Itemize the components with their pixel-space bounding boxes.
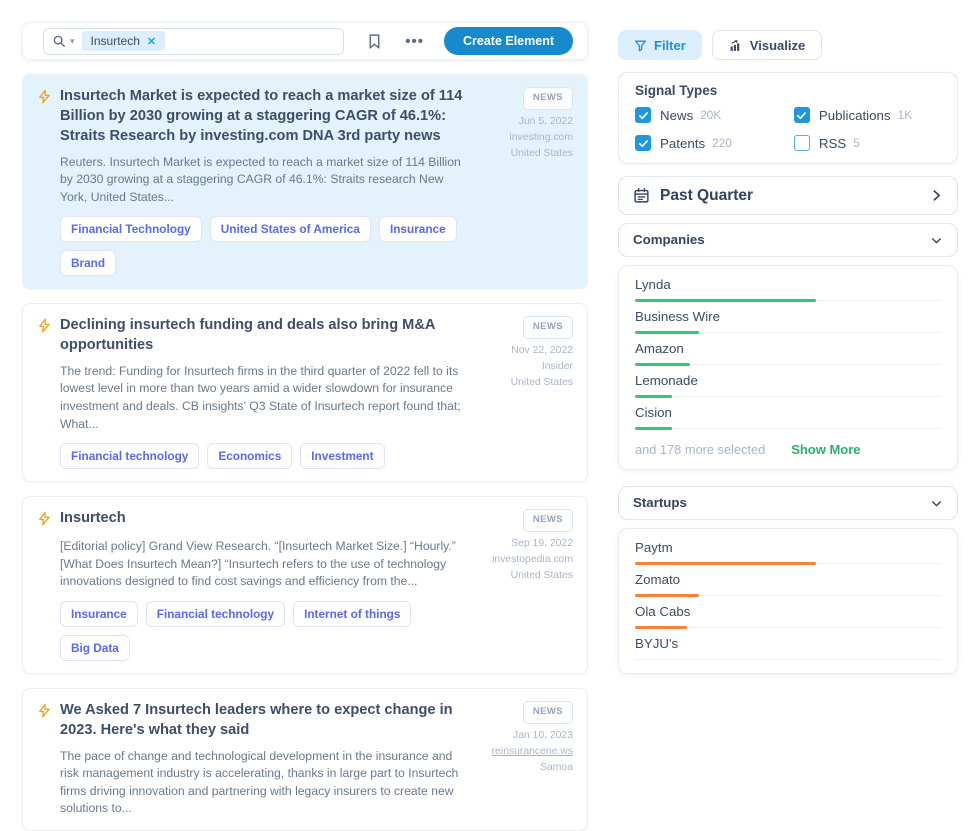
result-card[interactable] xyxy=(22,688,588,831)
result-meta xyxy=(479,509,573,661)
signal-type-count: 1K xyxy=(897,108,913,122)
topic-tag[interactable]: Financial technology xyxy=(146,601,285,627)
result-snippet: Reuters. Insurtech Market is expected to reach a market size of 114 Billion by 2030 growing at a staggering CAGR of 46.1%: Straits research New York, United States... xyxy=(60,154,461,204)
search-input[interactable] xyxy=(43,28,344,55)
companies-list xyxy=(618,265,958,470)
checkbox-checked-icon[interactable] xyxy=(635,107,651,123)
result-card-content xyxy=(37,509,469,661)
list-item[interactable] xyxy=(635,334,941,366)
signal-type-label: Patents xyxy=(660,135,706,151)
signal-type-checkbox-news[interactable] xyxy=(635,107,794,123)
create-element-button[interactable]: Create Element xyxy=(444,27,573,55)
result-location: United States xyxy=(510,570,573,582)
result-date: Jun 5, 2022 xyxy=(518,115,573,127)
list-item[interactable] xyxy=(635,302,941,334)
list-item-bar-fill xyxy=(635,594,699,597)
result-title[interactable]: Insurtech xyxy=(60,510,126,527)
startups-list xyxy=(618,528,958,674)
list-item[interactable] xyxy=(635,398,941,430)
result-type-badge: NEWS xyxy=(523,316,573,339)
search-icon xyxy=(52,34,66,48)
list-item-name: Cision xyxy=(635,405,672,420)
result-snippet: The trend: Funding for Insurtech firms in the third quarter of 2022 fell to its lowest level in more than two years amid a wider slowdown for insurance investment and deals. CB insights' Q3 State of Insurtech report found that; What... xyxy=(60,363,461,431)
filters-column xyxy=(618,30,958,651)
list-item-bar-fill xyxy=(635,427,672,430)
companies-more-text: and 178 more selected xyxy=(635,442,766,457)
result-card-content xyxy=(37,316,469,469)
list-item-name: Lynda xyxy=(635,277,671,292)
list-item[interactable] xyxy=(635,533,941,565)
more-options-icon[interactable]: ••• xyxy=(405,32,424,50)
result-meta xyxy=(479,701,573,818)
list-item[interactable] xyxy=(635,270,941,302)
signal-type-checkbox-patents[interactable] xyxy=(635,135,794,151)
chevron-down-icon xyxy=(930,497,943,510)
list-item-bar-fill xyxy=(635,626,687,629)
result-card[interactable] xyxy=(22,303,588,482)
signal-type-count: 20K xyxy=(700,108,722,122)
result-source[interactable]: reinsurancene.ws xyxy=(491,745,573,757)
results-column xyxy=(22,22,588,816)
list-item[interactable] xyxy=(635,629,941,661)
list-item-bar xyxy=(635,299,941,302)
result-snippet: [Editorial policy] Grand View Research. “[Insurtech Market Size.] “Hourly.” [What Does Insurtech Mean?] “Insurtech refers to the use of technology innovations designed to find cost savings and efficiency from the... xyxy=(60,539,456,589)
list-item-name: Paytm xyxy=(635,540,673,555)
list-item[interactable] xyxy=(635,565,941,597)
result-card[interactable] xyxy=(22,496,588,674)
result-location: Samoa xyxy=(540,761,573,773)
list-item-bar xyxy=(635,395,941,398)
result-type-badge: NEWS xyxy=(523,701,573,724)
list-item-name: BYJU's xyxy=(635,636,679,651)
result-location: United States xyxy=(510,377,573,389)
signal-types-title: Signal Types xyxy=(635,83,718,98)
list-item-name: Amazon xyxy=(635,341,684,356)
topic-tag[interactable]: Brand xyxy=(60,250,116,276)
filter-button-label: Filter xyxy=(654,37,686,53)
result-type-badge: NEWS xyxy=(523,509,573,532)
list-item-bar xyxy=(635,594,941,597)
result-title[interactable]: We Asked 7 Insurtech leaders where to expect change in 2023. Here's what they said xyxy=(60,701,453,738)
filter-button[interactable] xyxy=(618,30,702,60)
chevron-down-icon xyxy=(930,234,943,247)
signal-bolt-icon xyxy=(37,703,52,741)
result-source: investing.com xyxy=(509,131,573,143)
visualize-button[interactable] xyxy=(712,30,822,60)
signal-bolt-icon xyxy=(37,89,52,147)
result-date: Jan 10, 2023 xyxy=(512,729,573,741)
result-card-content xyxy=(37,701,469,818)
search-term-chip[interactable] xyxy=(82,31,166,51)
list-item-bar-fill xyxy=(635,562,816,565)
list-item-bar-fill xyxy=(635,363,690,366)
chart-icon xyxy=(729,39,743,52)
date-range-label: Past Quarter xyxy=(660,187,754,204)
signal-type-label: Publications xyxy=(818,107,891,123)
list-item-bar xyxy=(635,658,941,661)
chevron-right-icon xyxy=(930,189,943,202)
visualize-button-label: Visualize xyxy=(749,37,806,53)
signal-bolt-icon xyxy=(37,318,52,356)
result-location: United States xyxy=(510,147,573,159)
startups-section-title: Startups xyxy=(633,495,687,510)
result-title[interactable]: Declining insurtech funding and deals also bring M&A opportunities xyxy=(60,317,435,354)
topic-tag[interactable]: Economics xyxy=(207,443,292,469)
checkbox-checked-icon[interactable] xyxy=(794,107,810,123)
remove-chip-icon[interactable]: ✕ xyxy=(146,35,157,48)
result-date: Nov 22, 2022 xyxy=(511,344,573,356)
topic-tag[interactable]: Financial technology xyxy=(60,443,199,469)
list-item-bar-fill xyxy=(635,331,699,334)
chevron-down-icon[interactable]: ▾ xyxy=(70,35,75,46)
list-item-bar-fill xyxy=(635,299,816,302)
list-item-bar xyxy=(635,626,941,629)
topic-tag[interactable]: United States of America xyxy=(210,216,371,242)
result-date: Sep 19, 2022 xyxy=(511,537,573,549)
date-range-selector[interactable] xyxy=(618,176,958,215)
list-item-name: Zomato xyxy=(635,572,681,587)
result-source: Insider xyxy=(541,361,573,373)
list-item[interactable] xyxy=(635,366,941,398)
signal-type-count: 5 xyxy=(853,136,860,150)
list-item-bar xyxy=(635,562,941,565)
list-item-bar xyxy=(635,363,941,366)
signal-type-checkbox-publications[interactable] xyxy=(794,107,941,123)
result-meta xyxy=(479,87,573,276)
topic-tag[interactable]: Insurance xyxy=(60,601,138,627)
list-item-bar xyxy=(635,331,941,334)
topic-tag[interactable]: Big Data xyxy=(60,635,130,661)
funnel-icon xyxy=(634,39,647,52)
topic-tag[interactable]: Internet of things xyxy=(293,601,411,627)
calendar-icon xyxy=(633,187,650,204)
search-term-label: Insurtech xyxy=(90,34,140,48)
signal-types-panel xyxy=(618,72,958,164)
result-tags xyxy=(60,443,469,469)
checkbox-unchecked-icon[interactable] xyxy=(794,135,810,151)
checkbox-checked-icon[interactable] xyxy=(635,135,651,151)
topic-tag[interactable]: Investment xyxy=(300,443,384,469)
top-toolbar xyxy=(22,22,588,60)
topic-tag[interactable]: Insurance xyxy=(379,216,457,242)
show-more-button[interactable]: Show More xyxy=(791,442,861,457)
list-item-name: Business Wire xyxy=(635,309,720,324)
companies-section-title: Companies xyxy=(633,232,705,247)
startups-section-header[interactable] xyxy=(618,486,958,520)
result-meta xyxy=(479,316,573,469)
result-tags xyxy=(60,601,469,661)
list-item[interactable] xyxy=(635,597,941,629)
list-item-name: Ola Cabs xyxy=(635,604,691,619)
result-tags xyxy=(60,216,469,276)
result-card[interactable] xyxy=(22,74,588,289)
list-item-bar-fill xyxy=(635,395,672,398)
signal-type-count: 220 xyxy=(712,136,732,150)
result-snippet: The pace of change and technological development in the insurance and risk management industry is accelerating, thanks in large part to Insurtech firms driving innovation and partnering with legacy insurers to create new solutions to... xyxy=(60,748,459,816)
list-item-name: Lemonade xyxy=(635,373,698,388)
signal-type-label: RSS xyxy=(818,135,847,151)
list-item-bar xyxy=(635,427,941,430)
signal-type-checkbox-rss[interactable] xyxy=(794,135,941,151)
companies-section-header[interactable] xyxy=(618,223,958,257)
result-card-content xyxy=(37,87,469,276)
bookmark-icon[interactable] xyxy=(366,32,383,51)
result-title[interactable]: Insurtech Market is expected to reach a market size of 114 Billion by 2030 growing at a staggering CAGR of 46.1%: Straits Research by investing.com DNA 3rd party news xyxy=(60,88,463,144)
signal-bolt-icon xyxy=(37,511,52,531)
result-source: investopedia.com xyxy=(492,554,573,565)
topic-tag[interactable]: Financial Technology xyxy=(60,216,202,242)
signal-type-label: News xyxy=(660,107,694,123)
result-type-badge: NEWS xyxy=(523,87,573,110)
